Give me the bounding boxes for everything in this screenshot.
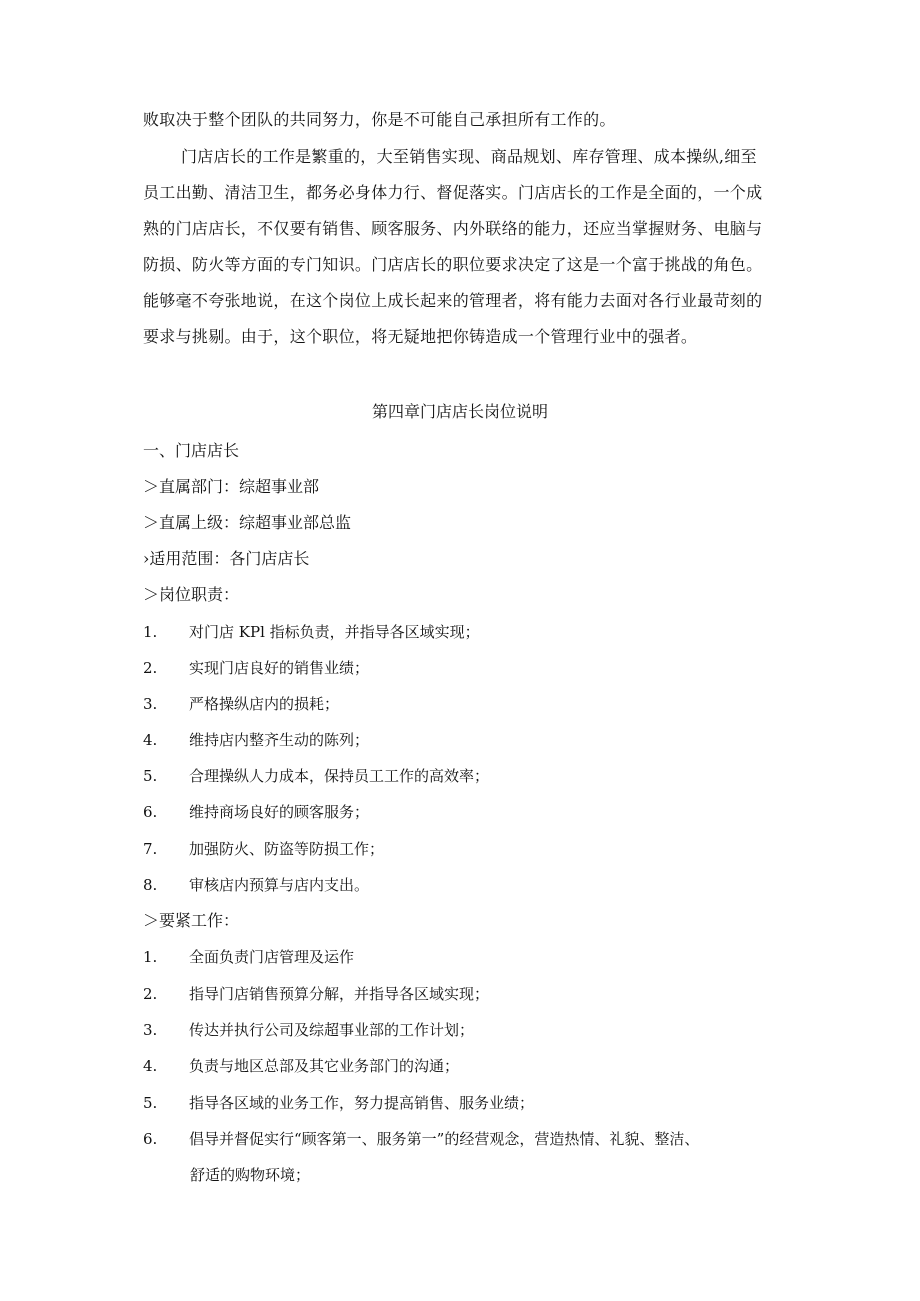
item-number: 6.: [143, 1130, 158, 1148]
item-text: 对门店 KPl 指标负责，并指导各区域实现；: [189, 623, 480, 641]
list-item: [143, 694, 339, 714]
item-number: 4.: [143, 1057, 158, 1075]
item-text: 审核店内预算与店内支出。: [189, 876, 370, 894]
duties-heading: ＞岗位职责：: [143, 585, 240, 604]
department-line: ＞直属部门：综超事业部: [143, 477, 320, 496]
section-heading: 一、门店店长: [143, 441, 240, 460]
item-text: 实现门店良好的销售业绩；: [189, 659, 370, 677]
list-item: [143, 1020, 474, 1040]
item-number: 4.: [143, 731, 158, 749]
item-text: 合理操纵人力成本，保持员工工作的高效率；: [189, 767, 490, 785]
item-number: 1.: [143, 623, 158, 641]
item-text: 加强防火、防盗等防损工作；: [189, 840, 385, 858]
item-number: 2.: [143, 985, 158, 1003]
list-item: [143, 947, 354, 967]
item-number: 5.: [143, 767, 158, 785]
list-item-continuation: 舒适的购物环境；: [190, 1166, 311, 1184]
item-text: 严格操纵店内的损耗；: [189, 695, 340, 713]
item-number: 3.: [143, 1021, 158, 1039]
item-number: 2.: [143, 659, 158, 677]
paragraph-line: 防损、防火等方面的专门知识。门店店长的职位要求决定了这是一个富于挑战的角色。: [143, 255, 763, 274]
paragraph-line: 门店店长的工作是繁重的，大至销售实现、商品规划、库存管理、成本操纵,细至: [181, 147, 757, 166]
item-number: 5.: [143, 1094, 158, 1112]
paragraph-line: 要求与挑剔。由于，这个职位，将无疑地把你铸造成一个管理行业中的强者。: [143, 327, 698, 346]
list-item: [143, 622, 480, 642]
superior-line: ＞直属上级：综超事业部总监: [143, 513, 352, 532]
item-number: 3.: [143, 695, 158, 713]
paragraph-line: 能够毫不夸张地说，在这个岗位上成长起来的管理者，将有能力去面对各行业最苛刻的: [143, 291, 763, 310]
list-item: [143, 766, 489, 786]
item-number: 6.: [143, 803, 158, 821]
list-item: [143, 1056, 459, 1076]
item-number: 1.: [143, 948, 158, 966]
paragraph-line: 员工出勤、清洁卫生，都务必身体力行、督促落实。门店店长的工作是全面的，一个成: [143, 183, 763, 202]
paragraph-line: 熟的门店店长，不仅要有销售、顾客服务、内外联络的能力，还应当掌握财务、电脑与: [143, 219, 763, 238]
work-heading: ＞要紧工作：: [143, 911, 240, 930]
item-text: 负责与地区总部及其它业务部门的沟通；: [189, 1057, 460, 1075]
scope-line: ›适用范围：各门店店长: [143, 549, 310, 568]
list-item: [143, 984, 489, 1004]
list-item: [143, 730, 369, 750]
list-item: [143, 658, 369, 678]
item-text: 指导门店销售预算分解，并指导各区域实现；: [189, 985, 490, 1003]
list-item: [143, 1129, 699, 1149]
item-number: 8.: [143, 876, 158, 894]
chapter-title: 第四章门店店长岗位说明: [371, 402, 548, 421]
item-number: 7.: [143, 840, 158, 858]
item-text: 指导各区域的业务工作，努力提高销售、服务业绩；: [189, 1094, 535, 1112]
item-text: 全面负责门店管理及运作: [189, 948, 355, 966]
list-item: [143, 1093, 534, 1113]
item-text: 倡导并督促实行“顾客第一、服务第一”的经营观念，营造热情、礼貌、整洁、: [189, 1130, 700, 1148]
list-item: [143, 802, 369, 822]
list-item: [143, 875, 369, 895]
item-text: 维持店内整齐生动的陈列；: [189, 731, 370, 749]
list-item: [143, 839, 384, 859]
paragraph-line: 败取决于整个团队的共同努力，你是不可能自己承担所有工作的。: [143, 110, 616, 129]
item-text: 维持商场良好的顾客服务；: [189, 803, 370, 821]
item-text: 传达并执行公司及综超事业部的工作计划；: [189, 1021, 475, 1039]
